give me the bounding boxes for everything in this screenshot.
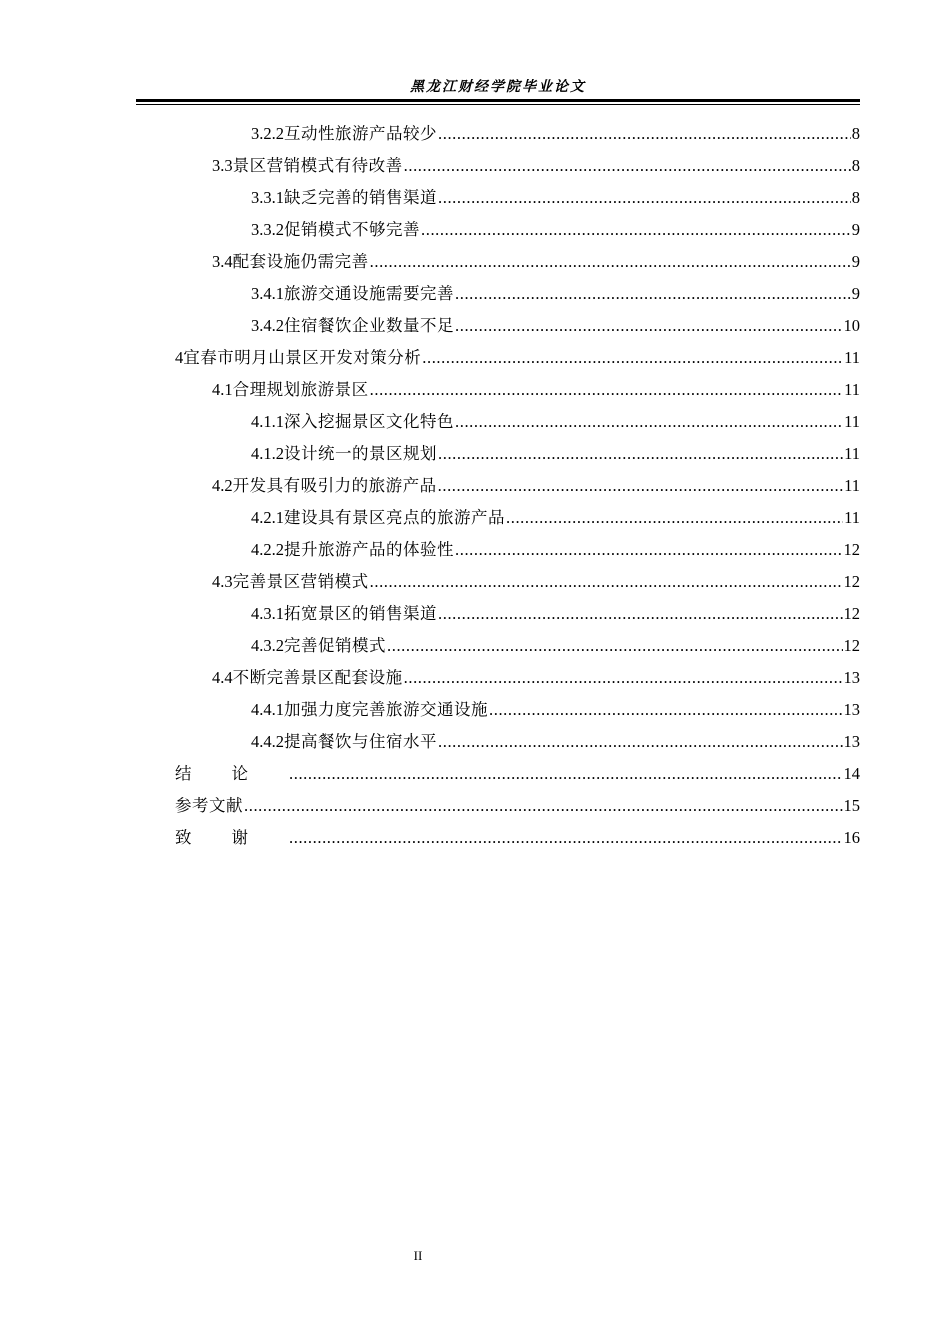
- toc-entry-references[interactable]: [0, 790, 860, 822]
- toc-dot-leader: [404, 662, 843, 694]
- toc-entry-number: 4.1.2: [251, 444, 284, 463]
- toc-entry-title: 景区营销模式有待改善: [232, 156, 403, 175]
- toc-entry-number: 3.3: [212, 156, 233, 175]
- toc-entry-3-3-2[interactable]: [0, 214, 860, 246]
- toc-dot-leader: [506, 502, 843, 534]
- toc-entry-title: 结论: [175, 764, 288, 783]
- toc-entry-title: 住宿餐饮企业数量不足: [284, 316, 454, 335]
- toc-dot-leader: [404, 150, 851, 182]
- toc-entry-page: 11: [844, 348, 860, 367]
- toc-dot-leader: [438, 118, 851, 150]
- toc-entry-4-3-2[interactable]: [0, 630, 860, 662]
- toc-entry-title: 参考文献: [175, 796, 243, 815]
- toc-entry-page: 12: [843, 572, 860, 591]
- toc-entry-4-3[interactable]: [0, 566, 860, 598]
- toc-entry-number: 4.2.1: [251, 508, 284, 527]
- toc-entry-title: 配套设施仍需完善: [232, 252, 369, 271]
- toc-entry-number: 4.1.1: [251, 412, 284, 431]
- toc-entry-4-3-1[interactable]: [0, 598, 860, 630]
- toc-entry-conclusion[interactable]: [0, 758, 860, 790]
- toc-entry-number: 4.3.2: [251, 636, 284, 655]
- toc-entry-number: 3.3.1: [251, 188, 284, 207]
- toc-entry-number: 4.4: [212, 668, 233, 687]
- toc-entry-number: 4.3: [212, 572, 233, 591]
- toc-dot-leader: [370, 246, 851, 278]
- toc-entry-title: 不断完善景区配套设施: [232, 668, 403, 687]
- toc-entry-title: 旅游交通设施需要完善: [284, 284, 454, 303]
- toc-dot-leader: [455, 406, 843, 438]
- toc-entry-number: 4: [175, 348, 184, 367]
- toc-entry-3-4-2[interactable]: [0, 310, 860, 342]
- toc-entry-4-4[interactable]: [0, 662, 860, 694]
- toc-entry-page: 13: [843, 668, 860, 687]
- toc-entry-number: 3.4.2: [251, 316, 284, 335]
- toc-dot-leader: [455, 278, 851, 310]
- toc-entry-page: 8: [851, 156, 860, 175]
- toc-entry-page: 14: [843, 764, 860, 783]
- toc-dot-leader: [421, 214, 851, 246]
- toc-entry-number: 4.1: [212, 380, 233, 399]
- toc-entry-4[interactable]: [0, 342, 860, 374]
- toc-entry-4-2-2[interactable]: [0, 534, 860, 566]
- toc-entry-4-2[interactable]: [0, 470, 860, 502]
- toc-dot-leader: [387, 630, 843, 662]
- toc-entry-title: 互动性旅游产品较少: [284, 124, 437, 143]
- toc-dot-leader: [489, 694, 843, 726]
- toc-dot-leader: [370, 566, 843, 598]
- toc-entry-page: 11: [844, 476, 860, 495]
- toc-entry-page: 11: [844, 412, 860, 431]
- toc-entry-4-1-2[interactable]: [0, 438, 860, 470]
- toc-dot-leader: [438, 438, 843, 470]
- toc-entry-number: 3.4.1: [251, 284, 284, 303]
- toc-entry-page: 8: [851, 124, 860, 143]
- toc-entry-4-4-1[interactable]: [0, 694, 860, 726]
- toc-entry-title: 缺乏完善的销售渠道: [284, 188, 437, 207]
- toc-entry-number: 3.3.2: [251, 220, 284, 239]
- toc-entry-page: 10: [843, 316, 860, 335]
- toc-dot-leader: [422, 342, 843, 374]
- toc-entry-number: 3.4: [212, 252, 233, 271]
- header-rule-thick: [136, 99, 860, 102]
- document-header-title: 黑龙江财经学院毕业论文: [410, 79, 586, 95]
- toc-entry-number: 3.2.2: [251, 124, 284, 143]
- toc-entry-title: 合理规划旅游景区: [232, 380, 369, 399]
- toc-entry-title: 深入挖掘景区文化特色: [284, 412, 454, 431]
- toc-entry-title: 开发具有吸引力的旅游产品: [232, 476, 437, 495]
- toc-entry-title: 致谢: [175, 828, 288, 847]
- toc-entry-page: 8: [851, 188, 860, 207]
- toc-entry-title: 宜春市明月山景区开发对策分析: [183, 348, 422, 367]
- toc-dot-leader: [289, 758, 843, 790]
- toc-entry-3-3-1[interactable]: [0, 182, 860, 214]
- toc-dot-leader: [289, 822, 843, 854]
- footer-page-number: II: [413, 1248, 423, 1263]
- toc-entry-title: 完善促销模式: [284, 636, 386, 655]
- toc-entry-title: 建设具有景区亮点的旅游产品: [284, 508, 505, 527]
- toc-entry-page: 12: [843, 540, 860, 559]
- toc-entry-title: 设计统一的景区规划: [284, 444, 437, 463]
- toc-entry-number: 4.2.2: [251, 540, 284, 559]
- toc-dot-leader: [244, 790, 843, 822]
- toc-entry-title: 提高餐饮与住宿水平: [284, 732, 437, 751]
- toc-entry-number: 4.4.1: [251, 700, 284, 719]
- toc-entry-3-4-1[interactable]: [0, 278, 860, 310]
- toc-entry-number: 4.2: [212, 476, 233, 495]
- toc-entry-number: 4.3.1: [251, 604, 284, 623]
- toc-entry-3-2-2[interactable]: [0, 118, 860, 150]
- toc-entry-3-3[interactable]: [0, 150, 860, 182]
- toc-entry-title: 完善景区营销模式: [232, 572, 369, 591]
- toc-entry-page: 16: [843, 828, 860, 847]
- toc-dot-leader: [438, 470, 843, 502]
- toc-entry-4-2-1[interactable]: [0, 502, 860, 534]
- toc-dot-leader: [455, 310, 843, 342]
- toc-entry-page: 9: [851, 284, 860, 303]
- toc-entry-page: 11: [844, 380, 860, 399]
- toc-entry-4-1[interactable]: [0, 374, 860, 406]
- toc-entry-title: 加强力度完善旅游交通设施: [284, 700, 488, 719]
- toc-entry-title: 促销模式不够完善: [284, 220, 420, 239]
- toc-entry-title: 拓宽景区的销售渠道: [284, 604, 437, 623]
- toc-entry-title: 提升旅游产品的体验性: [284, 540, 454, 559]
- toc-entry-page: 12: [843, 604, 860, 623]
- toc-entry-page: 15: [843, 796, 860, 815]
- toc-entry-page: 13: [843, 700, 860, 719]
- toc-entry-page: 13: [843, 732, 860, 751]
- toc-entry-page: 9: [851, 252, 860, 271]
- toc-entry-acknowledgements[interactable]: [0, 822, 860, 854]
- toc-entry-3-4[interactable]: [0, 246, 860, 278]
- toc-entry-page: 12: [843, 636, 860, 655]
- toc-dot-leader: [455, 534, 843, 566]
- toc-dot-leader: [438, 598, 843, 630]
- toc-entry-page: 11: [844, 508, 860, 527]
- toc-entry-number: 4.4.2: [251, 732, 284, 751]
- toc-entry-page: 11: [844, 444, 860, 463]
- toc-entry-4-1-1[interactable]: [0, 406, 860, 438]
- toc-dot-leader: [370, 374, 843, 406]
- toc-dot-leader: [438, 726, 843, 758]
- toc-dot-leader: [438, 182, 851, 214]
- table-of-contents: [0, 118, 950, 854]
- toc-entry-4-4-2[interactable]: [0, 726, 860, 758]
- header-rule-thin: [136, 104, 860, 105]
- toc-entry-page: 9: [851, 220, 860, 239]
